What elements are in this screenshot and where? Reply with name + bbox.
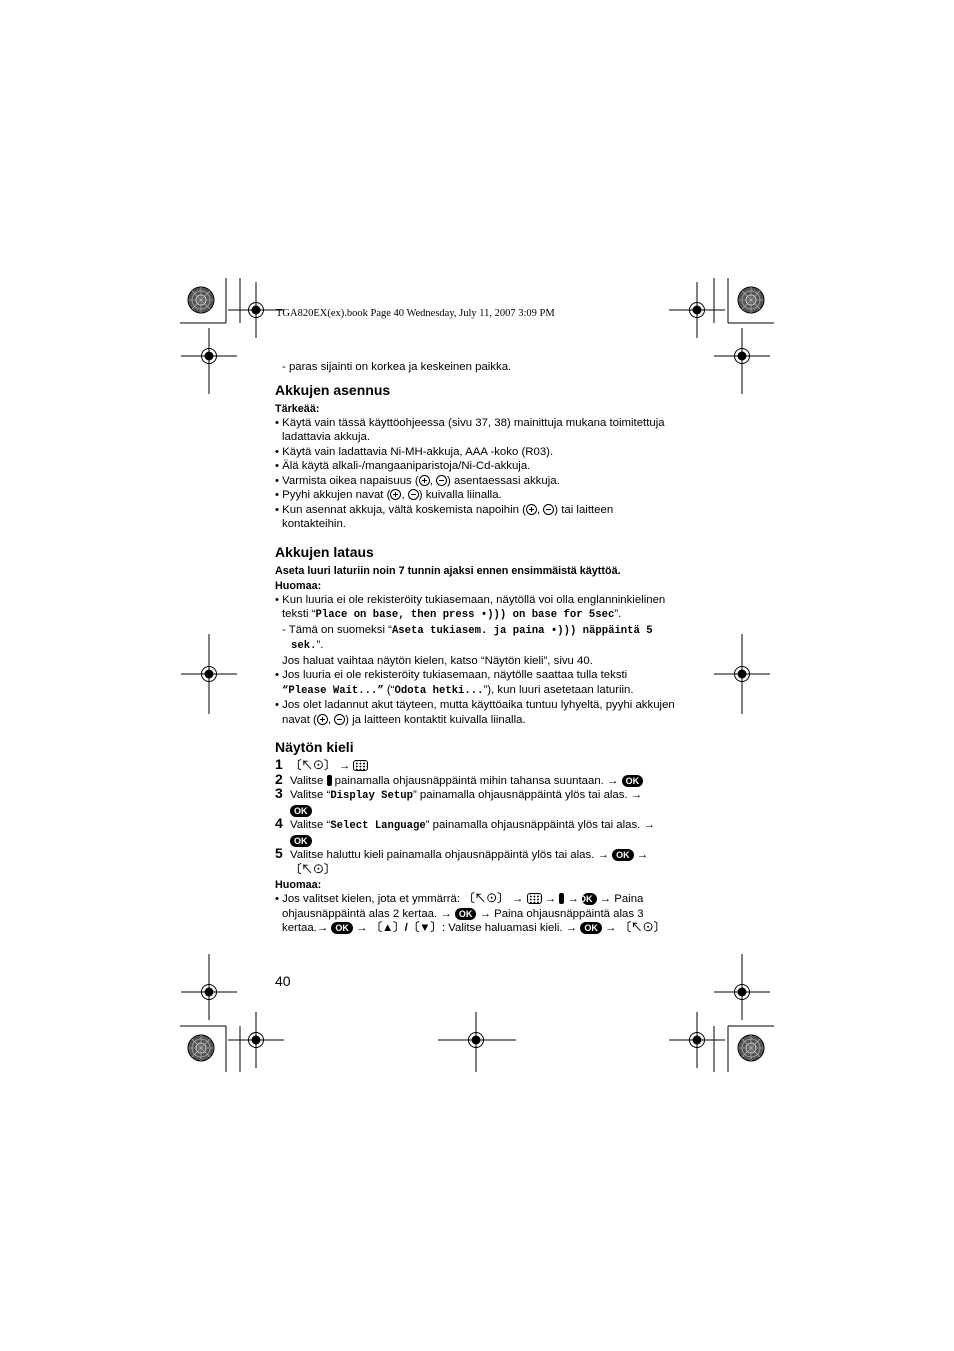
off-key-icon: 〔↖⊙〕 bbox=[290, 760, 336, 772]
sub-item: - Tämä on suomeksi “Aseta tukiasem. ja paina •))) näppäintä 5 bbox=[282, 623, 653, 637]
up-down-key-icon: 〔▲〕/〔▼〕 bbox=[370, 922, 442, 934]
off-key-icon: 〔↖⊙〕 bbox=[463, 893, 509, 905]
menu-key-icon bbox=[527, 893, 542, 904]
list-item-continued: navat ( , ) ja laitteen kontaktit kuivalla liinalla. bbox=[282, 713, 526, 726]
list-item: • Kun asennat akkuja, vältä koskemista napoihin ( , ) tai laitteen bbox=[275, 503, 614, 516]
ok-key-icon: OK bbox=[612, 849, 634, 861]
step-5: 5 Valitse haluttu kieli painamalla ohjausnäppäintä ylös tai alas. → OK → 〔↖⊙〕 bbox=[275, 845, 649, 876]
page-number: 40 bbox=[275, 973, 291, 989]
note-label: Huomaa: bbox=[275, 879, 322, 891]
list-item-continued: Jos haluat vaihtaa näytön kielen, katso “Näytön kieli”, sivu 40. bbox=[282, 654, 593, 667]
list-item: • Kun luuria ei ole rekisteröity tukiasemaan, näytöllä voi olla englanninkielinen bbox=[275, 593, 666, 606]
off-key-icon: 〔↖⊙〕 bbox=[290, 863, 336, 876]
plus-pole-icon bbox=[317, 714, 328, 725]
list-item-continued: “Please Wait...” (“Odota hetki...”), kun luuri asetetaan laturiin. bbox=[282, 683, 634, 697]
ok-key-icon: OK bbox=[331, 922, 353, 934]
list-item: • Älä käytä alkali-/mangaaniparistoja/Ni-Cd-akkuja. bbox=[275, 460, 531, 472]
plus-pole-icon bbox=[419, 475, 430, 486]
off-key-icon: 〔↖⊙〕 bbox=[619, 922, 666, 934]
sub-item-continued: sek.”. bbox=[291, 639, 324, 652]
note-label: Huomaa: bbox=[275, 579, 322, 592]
minus-pole-icon bbox=[334, 714, 345, 725]
minus-pole-icon bbox=[408, 489, 419, 500]
ok-key-icon: OK bbox=[582, 893, 597, 905]
intro-line: - paras sijainti on korkea ja keskeinen paikka. bbox=[282, 361, 512, 373]
list-item: • Jos olet ladannut akut täyteen, mutta käyttöaika tuntuu lyhyeltä, pyyhi akkujen bbox=[275, 699, 675, 711]
list-item: • Jos valitset kielen, jota et ymmärrä: 〔↖⊙〕 → → → OK → Paina bbox=[275, 893, 644, 905]
list-item: • Varmista oikea napaisuus ( , ) asentaessasi akkuja. bbox=[275, 474, 560, 487]
list-item-continued: teksti “Place on base, then press •))) on base for 5sec”. bbox=[282, 608, 622, 621]
ok-key-icon: OK bbox=[580, 922, 602, 934]
page-content bbox=[275, 360, 685, 936]
ok-key-icon: OK bbox=[622, 775, 644, 787]
list-item-continued: ladattavia akkuja. bbox=[282, 431, 371, 443]
ok-key-icon: OK bbox=[290, 805, 312, 817]
navigator-key-icon bbox=[559, 893, 564, 904]
list-item: • Käytä vain tässä käyttöohjeessa (sivu 37, 38) mainittuja mukana toimitettuja bbox=[275, 416, 665, 429]
list-item-continued: kertaa.→ OK → 〔▲〕/〔▼〕: Valitse haluamasi kieli. → OK → 〔↖⊙〕 bbox=[282, 922, 666, 934]
menu-key-icon bbox=[353, 760, 368, 771]
heading-display-language: Näytön kieli bbox=[275, 739, 354, 755]
heading-battery-install: Akkujen asennus bbox=[275, 381, 391, 398]
ok-key-icon: OK bbox=[290, 835, 312, 847]
important-label: Tärkeää: bbox=[275, 402, 320, 415]
step-1: 1 〔↖⊙〕 → bbox=[275, 759, 685, 774]
step-4: 4 Valitse “Select Language” painamalla ohjausnäppäintä ylös tai alas. → OK bbox=[275, 815, 655, 846]
minus-pole-icon bbox=[543, 504, 554, 515]
print-header: TGA820EX(ex).book Page 40 Wednesday, July 11, 2007 3:09 PM bbox=[276, 308, 555, 319]
list-item: • Käytä vain ladattavia Ni-MH-akkuja, AAA -koko (R03). bbox=[275, 445, 554, 458]
heading-battery-charge: Akkujen lataus bbox=[275, 543, 374, 560]
minus-pole-icon bbox=[436, 475, 447, 486]
steps-list bbox=[275, 756, 685, 877]
step-3: 3 Valitse “Display Setup” painamalla ohjausnäppäintä ylös tai alas. → OK bbox=[275, 785, 643, 816]
list-item: • Pyyhi akkujen navat ( , ) kuivalla liinalla. bbox=[275, 489, 502, 501]
charge-instruction: Aseta luuri laturiin noin 7 tunnin ajaksi ennen ensimmäistä käyttöä. bbox=[275, 564, 621, 577]
list-item-continued: ohjausnäppäintä alas 2 kertaa. → OK → Paina ohjausnäppäintä alas 3 bbox=[282, 907, 644, 920]
plus-pole-icon bbox=[390, 489, 401, 500]
ok-key-icon: OK bbox=[455, 908, 477, 920]
list-item-continued: kontakteihin. bbox=[282, 518, 346, 530]
step-2: 2 Valitse painamalla ohjausnäppäintä mihin tahansa suuntaan. → OK bbox=[275, 774, 685, 789]
list-item: • Jos luuria ei ole rekisteröity tukiasemaan, näytölle saattaa tulla teksti bbox=[275, 669, 628, 681]
plus-pole-icon bbox=[526, 504, 537, 515]
